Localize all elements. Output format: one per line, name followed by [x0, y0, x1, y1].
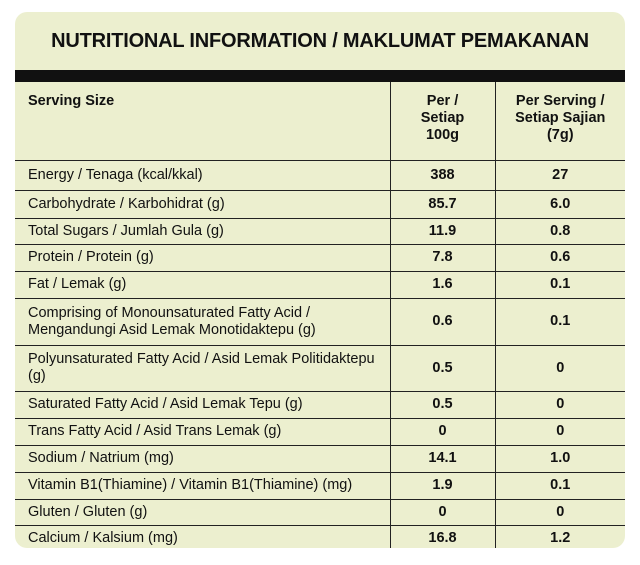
row-value-per-serving: 6.0 — [495, 190, 625, 218]
row-label: Gluten / Gluten (g) — [15, 499, 390, 525]
row-label: Carbohydrate / Karbohidrat (g) — [15, 190, 390, 218]
header-per-serving: Per Serving / Setiap Sajian (7g) — [495, 82, 625, 160]
table-row — [15, 499, 625, 525]
row-value-per-serving: 27 — [495, 160, 625, 190]
row-label: Polyunsaturated Fatty Acid / Asid Lemak Politidaktepu (g) — [15, 345, 390, 391]
row-value-per-100g: 0 — [390, 418, 495, 445]
table-row — [15, 271, 625, 298]
row-value-per-100g: 388 — [390, 160, 495, 190]
row-value-per-100g: 1.9 — [390, 472, 495, 499]
row-value-per-100g: 1.6 — [390, 271, 495, 298]
row-value-per-serving: 1.0 — [495, 445, 625, 472]
row-label: Saturated Fatty Acid / Asid Lemak Tepu (g) — [15, 391, 390, 418]
row-label: Calcium / Kalsium (mg) — [15, 525, 390, 548]
table-row — [15, 472, 625, 499]
row-value-per-serving: 0.1 — [495, 472, 625, 499]
row-label: Vitamin B1(Thiamine) / Vitamin B1(Thiamine) (mg) — [15, 472, 390, 499]
nutrition-panel — [15, 12, 625, 548]
row-value-per-serving: 0.6 — [495, 244, 625, 271]
table-row — [15, 418, 625, 445]
row-value-per-100g: 16.8 — [390, 525, 495, 548]
row-value-per-100g: 0.6 — [390, 298, 495, 345]
row-label: Total Sugars / Jumlah Gula (g) — [15, 218, 390, 244]
table-row — [15, 298, 625, 345]
row-value-per-100g: 0.5 — [390, 391, 495, 418]
row-value-per-100g: 0 — [390, 499, 495, 525]
row-value-per-100g: 14.1 — [390, 445, 495, 472]
row-value-per-100g: 11.9 — [390, 218, 495, 244]
row-value-per-serving: 0 — [495, 391, 625, 418]
table-row — [15, 244, 625, 271]
header-serving-size: Serving Size — [28, 93, 115, 109]
table-row — [15, 525, 625, 548]
row-label: Energy / Tenaga (kcal/kkal) — [15, 160, 390, 190]
row-value-per-100g: 85.7 — [390, 190, 495, 218]
row-value-per-100g: 7.8 — [390, 244, 495, 271]
header-row — [15, 82, 625, 160]
row-label: Protein / Protein (g) — [15, 244, 390, 271]
row-value-per-serving: 0 — [495, 418, 625, 445]
panel-title: NUTRITIONAL INFORMATION / MAKLUMAT PEMAKANAN — [51, 29, 589, 52]
row-value-per-serving: 0 — [495, 345, 625, 391]
nutrition-table — [15, 82, 625, 548]
row-label: Sodium / Natrium (mg) — [15, 445, 390, 472]
table-row — [15, 391, 625, 418]
row-value-per-serving: 0.1 — [495, 271, 625, 298]
table-row — [15, 190, 625, 218]
row-label: Fat / Lemak (g) — [15, 271, 390, 298]
table-row — [15, 218, 625, 244]
header-per-100g: Per / Setiap 100g — [390, 82, 495, 160]
row-value-per-serving: 0.8 — [495, 218, 625, 244]
row-value-per-serving: 1.2 — [495, 525, 625, 548]
table-row — [15, 445, 625, 472]
row-value-per-serving: 0.1 — [495, 298, 625, 345]
row-value-per-serving: 0 — [495, 499, 625, 525]
title-divider-bar — [15, 70, 625, 82]
table-row — [15, 160, 625, 190]
row-label: Comprising of Monounsaturated Fatty Acid / Mengandungi Asid Lemak Monotidaktepu (g) — [15, 298, 390, 345]
row-label: Trans Fatty Acid / Asid Trans Lemak (g) — [15, 418, 390, 445]
row-value-per-100g: 0.5 — [390, 345, 495, 391]
table-row — [15, 345, 625, 391]
